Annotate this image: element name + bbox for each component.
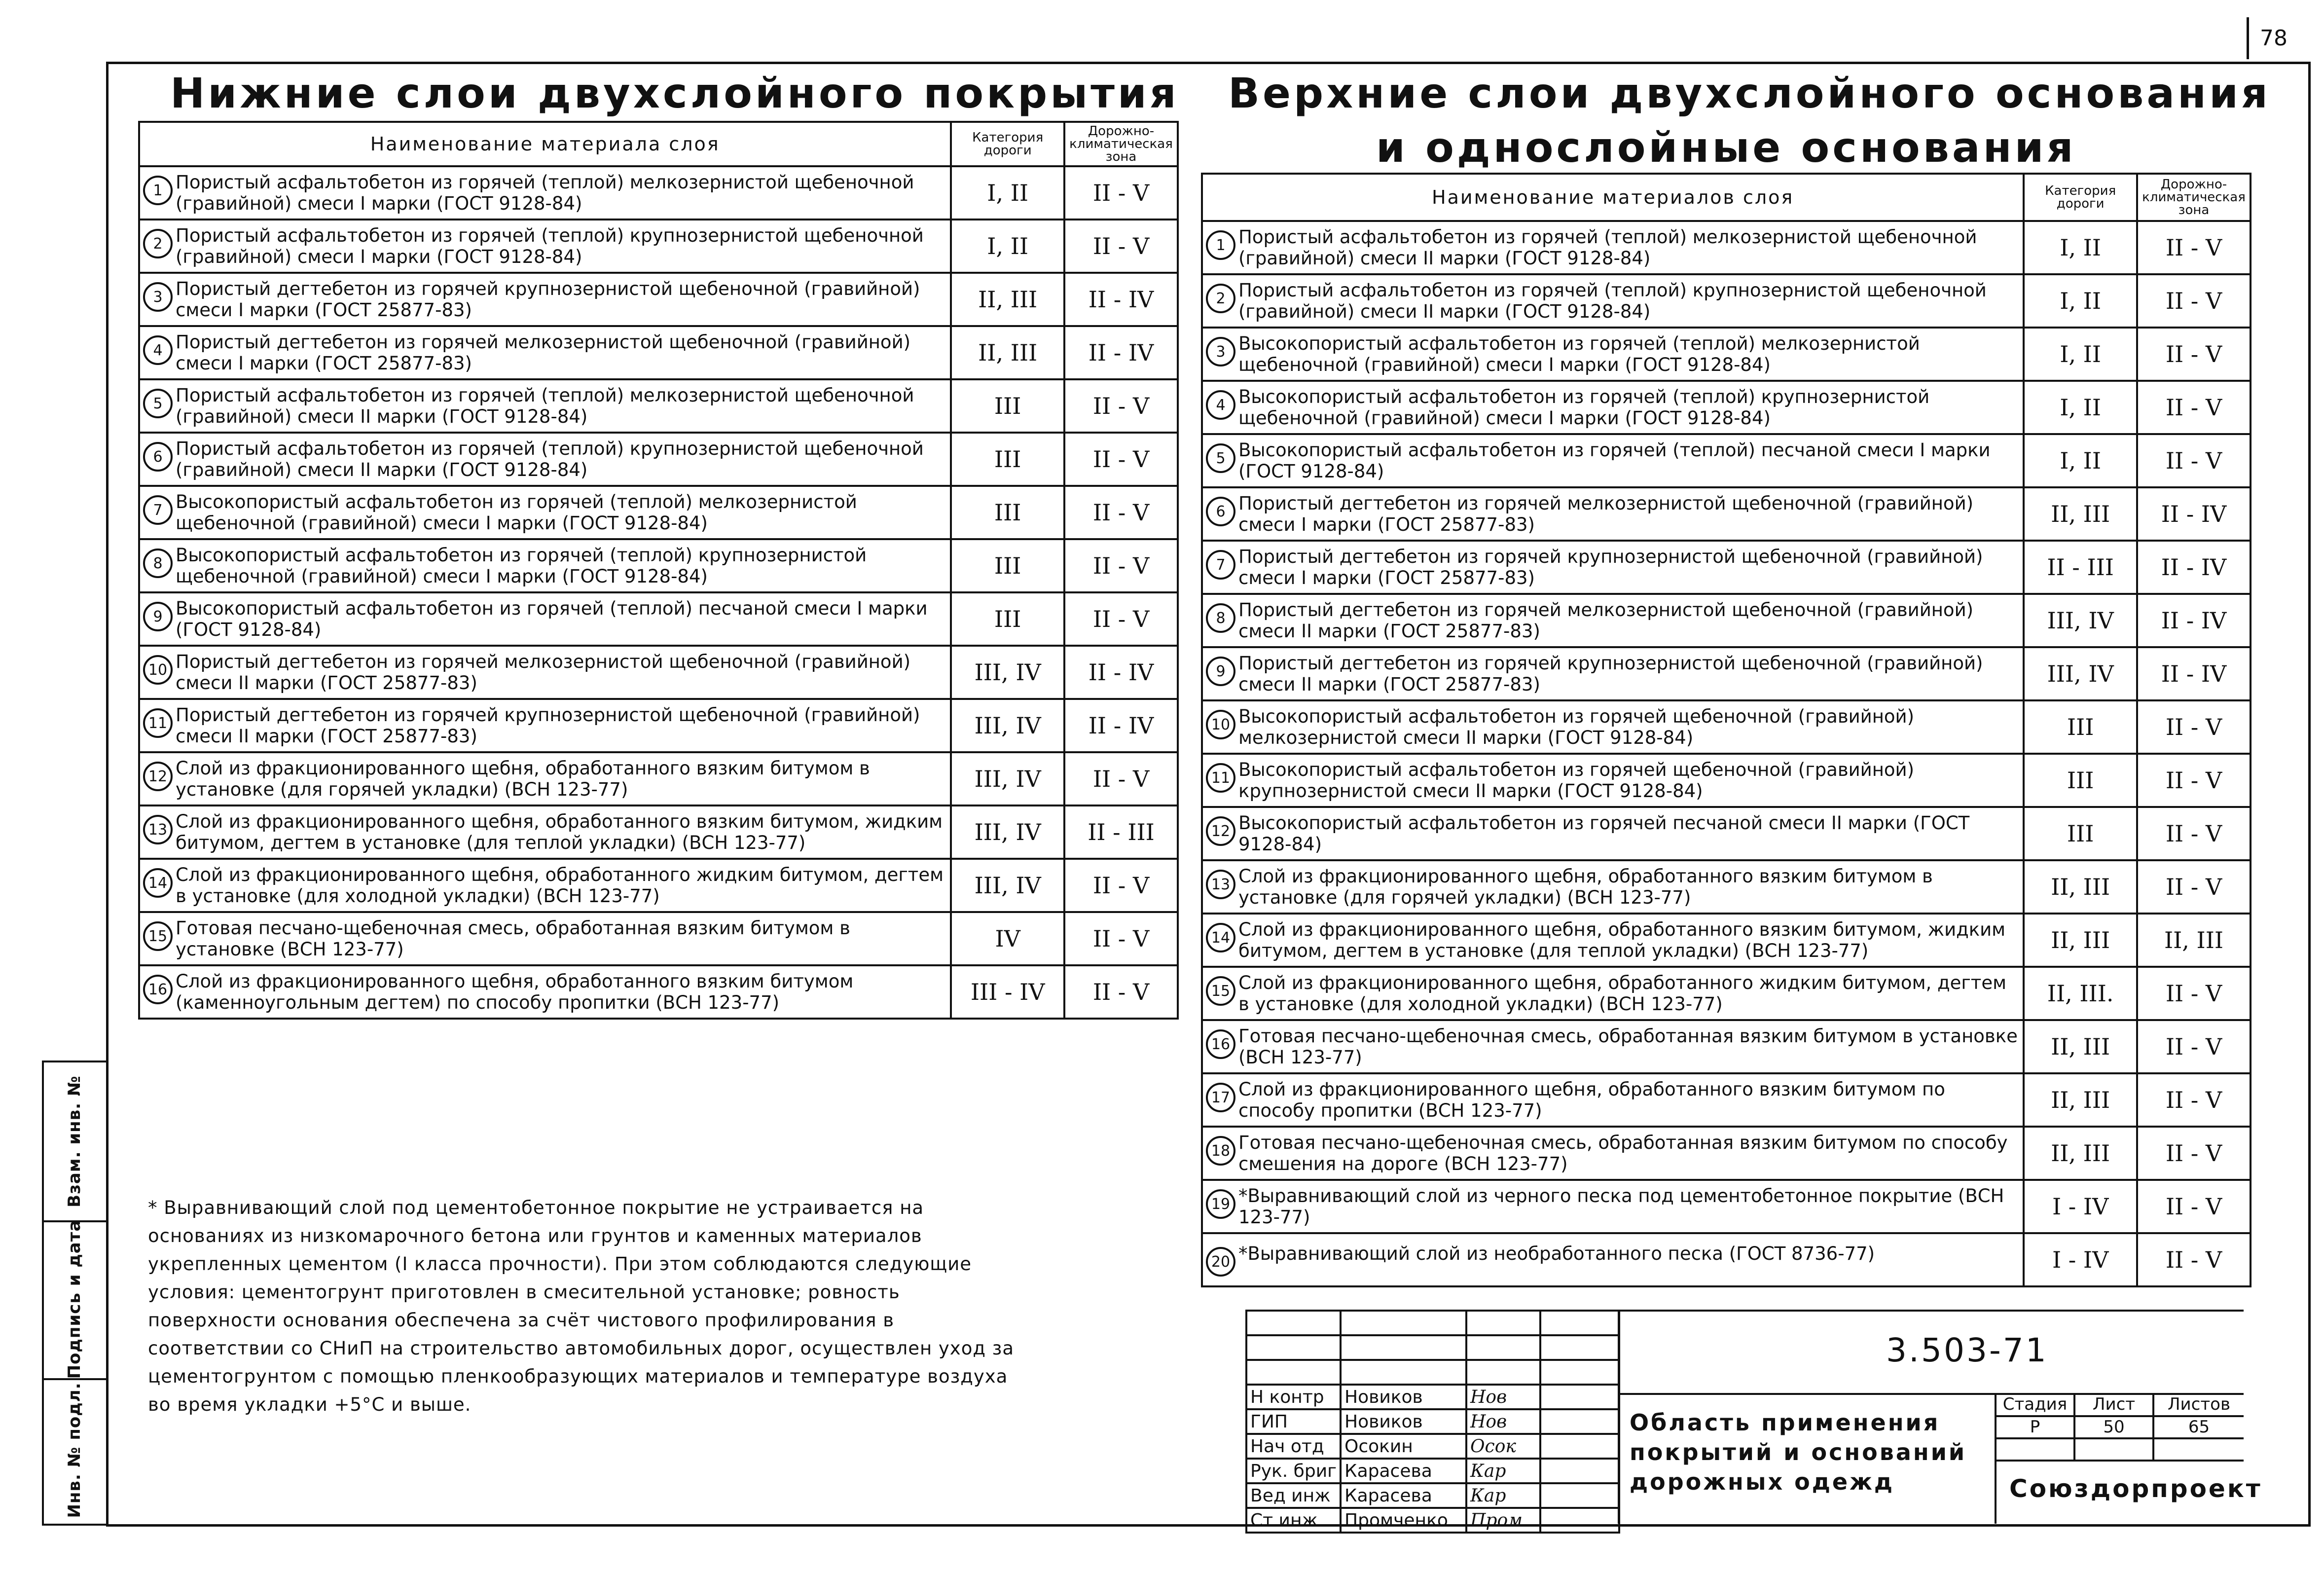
- side-cell-replace: Взам. инв. №: [44, 1062, 108, 1222]
- climate-zone: II - IV: [2137, 541, 2251, 594]
- table-row: [1202, 1073, 2251, 1127]
- material-name: Слой из фракционированного щебня, обработанного вязким битумом (каменноугольным дегтем) по способу пропитки (ВСН 123-77): [176, 971, 854, 1013]
- road-category: III, IV: [951, 646, 1064, 699]
- stage-label: Стадия: [2002, 1394, 2068, 1414]
- table-row: [139, 486, 1178, 539]
- material-name: *Выравнивающий слой из черного песка под цементобетонное покрытие (ВСН 123-77): [1238, 1185, 2004, 1228]
- material-name: Высокопористый асфальтобетон из горячей (теплой) крупнозернистой щебеночной (гравийной) смеси I марки (ГОСТ 9128-84): [1238, 386, 1930, 429]
- table-row: [1202, 807, 2251, 860]
- table-row: [139, 859, 1178, 912]
- climate-zone: II - V: [2137, 381, 2251, 434]
- road-category: III: [951, 433, 1064, 486]
- climate-zone: II - IV: [1064, 646, 1178, 699]
- table-row: [1202, 274, 2251, 328]
- table-row: [139, 539, 1178, 592]
- material-name: *Выравнивающий слой из необработанного песка (ГОСТ 8736-77): [1238, 1243, 1875, 1264]
- road-category: III, IV: [2024, 647, 2137, 700]
- row-number: 6: [143, 442, 173, 472]
- road-category: III: [951, 539, 1064, 592]
- person-name: Осокин: [1341, 1434, 1466, 1459]
- climate-zone: II - V: [1064, 379, 1178, 433]
- role-label: Рук. бриг: [1246, 1459, 1341, 1483]
- right-header-zone: Дорожно-климатическая зона: [2137, 174, 2251, 221]
- row-number: 8: [1206, 603, 1235, 633]
- material-name: Пористый асфальтобетон из горячей (теплой) мелкозернистой щебеночной (гравийной) смеси II марки (ГОСТ 9128-84): [176, 385, 914, 427]
- material-cell: [1202, 487, 2024, 541]
- table-row: [139, 379, 1178, 433]
- road-category: II, III: [2024, 1127, 2137, 1180]
- row-number: 5: [1206, 443, 1235, 473]
- material-cell: [139, 752, 951, 805]
- signature: Нов: [1466, 1409, 1540, 1434]
- table-row: [1202, 221, 2251, 274]
- row-number: 15: [143, 921, 173, 951]
- road-category: I, II: [2024, 221, 2137, 274]
- signature: Пром: [1466, 1508, 1540, 1533]
- person-name: Новиков: [1341, 1409, 1466, 1434]
- table-row: [139, 433, 1178, 486]
- material-cell: [1202, 381, 2024, 434]
- road-category: III, IV: [2024, 594, 2137, 647]
- material-name: Слой из фракционированного щебня, обработанного вязким битумом в установке (для горячей укладки) (ВСН 123-77): [176, 758, 870, 800]
- date-cell: [1540, 1459, 1619, 1483]
- climate-zone: II - IV: [2137, 647, 2251, 700]
- climate-zone: II - IV: [1064, 699, 1178, 752]
- table-row: [139, 592, 1178, 646]
- material-name: Высокопористый асфальтобетон из горячей (теплой) песчаной смеси I марки (ГОСТ 9128-84): [1238, 439, 1991, 482]
- material-cell: [1202, 700, 2024, 754]
- climate-zone: II - V: [2137, 1127, 2251, 1180]
- climate-zone: II - V: [1064, 752, 1178, 805]
- material-cell: [1202, 594, 2024, 647]
- road-category: III: [951, 592, 1064, 646]
- table-row: [139, 219, 1178, 273]
- climate-zone: II - IV: [1064, 273, 1178, 326]
- title-block-main: [1618, 1310, 2262, 1524]
- signature-row: [1246, 1385, 1619, 1409]
- material-cell: [1202, 754, 2024, 807]
- road-category: I, II: [951, 166, 1064, 219]
- row-number: 10: [143, 655, 173, 685]
- table-row: [139, 752, 1178, 805]
- climate-zone: II - V: [2137, 328, 2251, 381]
- road-category: II, III: [2024, 860, 2137, 914]
- right-header-category: Категория дороги: [2024, 174, 2137, 221]
- table-row: [1202, 967, 2251, 1020]
- signature-row: [1246, 1434, 1619, 1459]
- material-name: Готовая песчано-щебеночная смесь, обработанная вязким битумом в установке (ВСН 123-77): [1238, 1025, 2018, 1068]
- material-name: Пористый дегтебетон из горячей крупнозернистой щебеночной (гравийной) смеси I марки (ГОСТ 25877-83): [176, 278, 920, 321]
- table-row: [1202, 594, 2251, 647]
- climate-zone: II - V: [1064, 965, 1178, 1019]
- climate-zone: II - V: [1064, 219, 1178, 273]
- sheet-scope: Область применения покрытий и оснований дорожных одежд: [1630, 1409, 1967, 1495]
- material-name: Высокопористый асфальтобетон из горячей щебеночной (гравийной) крупнозернистой смеси II марки (ГОСТ 9128-84): [1238, 759, 1915, 802]
- material-name: Пористый дегтебетон из горячей мелкозернистой щебеночной (гравийной) смеси II марки (ГОСТ 25877-83): [1238, 599, 1974, 642]
- material-name: Пористый асфальтобетон из горячей (теплой) крупнозернистой щебеночной (гравийной) смеси II марки (ГОСТ 9128-84): [176, 438, 924, 480]
- right-table: [1201, 173, 2251, 1287]
- person-name: Карасева: [1341, 1483, 1466, 1508]
- row-number: 1: [1206, 230, 1235, 260]
- material-cell: [139, 912, 951, 965]
- material-name: Пористый дегтебетон из горячей мелкозернистой щебеночной (гравийной) смеси I марки (ГОСТ 25877-83): [176, 331, 911, 374]
- row-number: 2: [143, 229, 173, 258]
- table-row: [139, 166, 1178, 219]
- row-number: 12: [1206, 816, 1235, 846]
- material-cell: [1202, 274, 2024, 328]
- climate-zone: II, III: [2137, 914, 2251, 967]
- table-row: [1202, 647, 2251, 700]
- material-cell: [139, 592, 951, 646]
- material-cell: [139, 326, 951, 379]
- signatures-table: [1245, 1310, 1620, 1534]
- row-number: 13: [143, 815, 173, 844]
- table-row: [139, 912, 1178, 965]
- material-name: Высокопористый асфальтобетон из горячей щебеночной (гравийной) мелкозернистой смеси II марки (ГОСТ 9128-84): [1238, 706, 1915, 748]
- road-category: II, III: [2024, 1073, 2137, 1127]
- row-number: 9: [143, 602, 173, 631]
- road-category: III: [2024, 754, 2137, 807]
- organization: Союздорпроект: [2009, 1474, 2262, 1503]
- role-label: Вед инж: [1246, 1483, 1341, 1508]
- road-category: III, IV: [951, 699, 1064, 752]
- table-row: [1202, 700, 2251, 754]
- material-name: Слой из фракционированного щебня, обработанного жидким битумом, дегтем в установке (для холодной укладки) (ВСН 123-77): [1238, 972, 2007, 1015]
- climate-zone: II - V: [2137, 1073, 2251, 1127]
- row-number: 3: [1206, 337, 1235, 366]
- climate-zone: II - IV: [2137, 487, 2251, 541]
- material-cell: [1202, 807, 2024, 860]
- climate-zone: II - V: [2137, 1233, 2251, 1286]
- material-name: Слой из фракционированного щебня, обработанного жидким битумом, дегтем в установке (для холодной укладки) (ВСН 123-77): [176, 864, 944, 907]
- climate-zone: II - IV: [2137, 594, 2251, 647]
- signature-row: [1246, 1409, 1619, 1434]
- signature-row: [1246, 1508, 1619, 1533]
- table-row: [139, 805, 1178, 859]
- row-number: 6: [1206, 497, 1235, 526]
- material-name: Пористый дегтебетон из горячей крупнозернистой щебеночной (гравийной) смеси II марки (ГОСТ 25877-83): [176, 704, 920, 747]
- material-cell: [139, 805, 951, 859]
- sheet-number: 78: [2247, 17, 2298, 59]
- row-number: 5: [143, 389, 173, 418]
- climate-zone: II - V: [2137, 274, 2251, 328]
- row-number: 14: [1206, 923, 1235, 952]
- left-table: [138, 121, 1179, 1020]
- climate-zone: II - V: [2137, 967, 2251, 1020]
- material-name: Высокопористый асфальтобетон из горячей (теплой) песчаной смеси I марки (ГОСТ 9128-84): [176, 598, 928, 640]
- road-category: I, II: [951, 219, 1064, 273]
- left-header-zone: Дорожно-климатическая зона: [1064, 122, 1178, 166]
- row-number: 11: [143, 708, 173, 738]
- climate-zone: II - V: [1064, 859, 1178, 912]
- road-category: III: [2024, 807, 2137, 860]
- material-cell: [1202, 1180, 2024, 1233]
- material-cell: [139, 273, 951, 326]
- material-name: Высокопористый асфальтобетон из горячей (теплой) крупнозернистой щебеночной (гравийной) смеси I марки (ГОСТ 9128-84): [176, 545, 867, 587]
- material-name: Высокопористый асфальтобетон из горячей (теплой) мелкозернистой щебеночной (гравийной) смеси I марки (ГОСТ 9128-84): [176, 491, 857, 534]
- road-category: III, IV: [951, 752, 1064, 805]
- material-name: Готовая песчано-щебеночная смесь, обработанная вязким битумом по способу смешения на дороге (ВСН 123-77): [1238, 1132, 2008, 1174]
- signature: Нов: [1466, 1385, 1540, 1409]
- table-row: [1202, 541, 2251, 594]
- sheets-label: Листов: [2167, 1394, 2230, 1414]
- row-number: 14: [143, 868, 173, 898]
- material-cell: [1202, 1073, 2024, 1127]
- material-name: Пористый дегтебетон из горячей крупнозернистой щебеночной (гравийной) смеси I марки (ГОСТ 25877-83): [1238, 546, 1983, 588]
- row-number: 19: [1206, 1189, 1235, 1219]
- row-number: 1: [143, 176, 173, 205]
- material-cell: [139, 433, 951, 486]
- material-cell: [139, 965, 951, 1019]
- material-name: Пористый асфальтобетон из горячей (теплой) крупнозернистой щебеночной (гравийной) смеси II марки (ГОСТ 9128-84): [1238, 280, 1987, 322]
- person-name: Промченко: [1341, 1508, 1466, 1533]
- signature-row: [1246, 1483, 1619, 1508]
- material-cell: [139, 539, 951, 592]
- table-row: [139, 699, 1178, 752]
- material-cell: [139, 699, 951, 752]
- material-name: Пористый асфальтобетон из горячей (теплой) мелкозернистой щебеночной (гравийной) смеси I марки (ГОСТ 9128-84): [176, 172, 914, 214]
- climate-zone: II - V: [1064, 539, 1178, 592]
- road-category: III, IV: [951, 859, 1064, 912]
- footnote: * Выравнивающий слой под цементобетонное покрытие не устраивается на основаниях из низкомарочного бетона или грунтов и каменных материалов укрепленных цементом (I класса прочности). При этом соблюдаются следующие условия: цементогрунт приготовлен в смесительной установке; ровность поверхности основания обеспечена за счёт чистового профилирования в соответствии со СНиП на строительство автомобильных дорог, осуществлен уход за цементогрунтом с помощью пленкообразующих материалов и температуре воздуха во время укладки +5°С и выше.: [148, 1197, 1015, 1415]
- road-category: III: [2024, 700, 2137, 754]
- material-name: Высокопористый асфальтобетон из горячей (теплой) мелкозернистой щебеночной (гравийной) смеси I марки (ГОСТ 9128-84): [1238, 333, 1920, 375]
- sheet-label: Лист: [2092, 1394, 2136, 1414]
- road-category: I, II: [2024, 274, 2137, 328]
- row-number: 7: [1206, 550, 1235, 580]
- material-cell: [1202, 1020, 2024, 1073]
- date-cell: [1540, 1483, 1619, 1508]
- road-category: II, III: [2024, 487, 2137, 541]
- material-cell: [139, 486, 951, 539]
- left-header-category: Категория дороги: [951, 122, 1064, 166]
- climate-zone: II - IV: [1064, 326, 1178, 379]
- date-cell: [1540, 1508, 1619, 1533]
- road-category: III, IV: [951, 805, 1064, 859]
- material-name: Пористый дегтебетон из горячей крупнозернистой щебеночной (гравийной) смеси II марки (ГОСТ 25877-83): [1238, 653, 1983, 695]
- table-row: [1202, 1127, 2251, 1180]
- road-category: I - IV: [2024, 1180, 2137, 1233]
- material-name: Пористый дегтебетон из горячей мелкозернистой щебеночной (гравийной) смеси II марки (ГОСТ 25877-83): [176, 651, 911, 694]
- signature: Кар: [1466, 1459, 1540, 1483]
- climate-zone: II - V: [2137, 1020, 2251, 1073]
- material-name: Высокопористый асфальтобетон из горячей песчаной смеси II марки (ГОСТ 9128-84): [1238, 812, 1970, 855]
- material-name: Пористый асфальтобетон из горячей (теплой) крупнозернистой щебеночной (гравийной) смеси I марки (ГОСТ 9128-84): [176, 225, 924, 267]
- date-cell: [1540, 1434, 1619, 1459]
- climate-zone: II - V: [2137, 221, 2251, 274]
- road-category: II, III: [2024, 914, 2137, 967]
- road-category: III: [951, 379, 1064, 433]
- road-category: I, II: [2024, 381, 2137, 434]
- table-row: [1202, 754, 2251, 807]
- material-name: Слой из фракционированного щебня, обработанного вязким битумом, жидким битумом, дегтем в установке (для теплой укладки) (ВСН 123-77): [176, 811, 943, 853]
- date-cell: [1540, 1409, 1619, 1434]
- row-number: 7: [143, 495, 173, 525]
- material-cell: [1202, 1233, 2024, 1286]
- climate-zone: II - V: [2137, 1180, 2251, 1233]
- table-row: [139, 646, 1178, 699]
- climate-zone: II - V: [2137, 754, 2251, 807]
- road-category: III - IV: [951, 965, 1064, 1019]
- row-number: 4: [143, 335, 173, 365]
- material-cell: [1202, 914, 2024, 967]
- row-number: 4: [1206, 390, 1235, 420]
- table-row: [1202, 487, 2251, 541]
- right-title-line2: и однослойные основания: [1376, 123, 2076, 172]
- row-number: 2: [1206, 284, 1235, 313]
- stage-value: Р: [2030, 1417, 2040, 1437]
- row-number: 18: [1206, 1136, 1235, 1166]
- road-category: II - III: [2024, 541, 2137, 594]
- road-category: II, III: [2024, 1020, 2137, 1073]
- material-cell: [1202, 328, 2024, 381]
- material-cell: [139, 379, 951, 433]
- road-category: I, II: [2024, 434, 2137, 487]
- road-category: I, II: [2024, 328, 2137, 381]
- table-row: [139, 273, 1178, 326]
- table-row: [1202, 860, 2251, 914]
- material-cell: [1202, 434, 2024, 487]
- material-cell: [139, 219, 951, 273]
- sheets-value: 65: [2188, 1417, 2210, 1437]
- material-cell: [1202, 1127, 2024, 1180]
- person-name: Карасева: [1341, 1459, 1466, 1483]
- row-number: 20: [1206, 1247, 1235, 1277]
- road-category: II, III: [951, 273, 1064, 326]
- climate-zone: II - V: [1064, 912, 1178, 965]
- row-number: 13: [1206, 870, 1235, 899]
- left-header-name: Наименование материала слоя: [139, 122, 951, 166]
- climate-zone: II - V: [2137, 700, 2251, 754]
- table-row: [1202, 381, 2251, 434]
- person-name: Новиков: [1341, 1385, 1466, 1409]
- date-cell: [1540, 1385, 1619, 1409]
- row-number: 8: [143, 549, 173, 578]
- table-row: [1202, 434, 2251, 487]
- material-cell: [1202, 647, 2024, 700]
- row-number: 17: [1206, 1083, 1235, 1112]
- material-name: Слой из фракционированного щебня, обработанного вязким битумом, жидким битумом, дегтем в установке (для теплой укладки) (ВСН 123-77): [1238, 919, 2006, 961]
- road-category: II, III: [951, 326, 1064, 379]
- material-cell: [1202, 967, 2024, 1020]
- role-label: Н контр: [1246, 1385, 1341, 1409]
- table-row: [1202, 1180, 2251, 1233]
- road-category: IV: [951, 912, 1064, 965]
- material-name: Пористый дегтебетон из горячей мелкозернистой щебеночной (гравийной) смеси I марки (ГОСТ 25877-83): [1238, 493, 1974, 535]
- side-cell-inventory: Инв. № подл.: [65, 1382, 84, 1518]
- climate-zone: II - V: [1064, 166, 1178, 219]
- row-number: 11: [1206, 763, 1235, 793]
- sheet-value: 50: [2103, 1417, 2125, 1437]
- climate-zone: II - V: [1064, 486, 1178, 539]
- material-cell: [139, 166, 951, 219]
- table-row: [1202, 914, 2251, 967]
- role-label: ГИП: [1246, 1409, 1341, 1434]
- table-row: [1202, 328, 2251, 381]
- left-title: Нижние слои двухслойного покрытия: [170, 69, 1179, 117]
- role-label: Ст инж: [1246, 1508, 1341, 1533]
- right-header-name: Наименование материалов слоя: [1202, 174, 2024, 221]
- material-cell: [1202, 860, 2024, 914]
- material-name: Слой из фракционированного щебня, обработанного вязким битумом по способу пропитки (ВСН 123-77): [1238, 1079, 1945, 1121]
- table-row: [139, 965, 1178, 1019]
- material-cell: [139, 646, 951, 699]
- climate-zone: II - V: [1064, 433, 1178, 486]
- material-cell: [1202, 221, 2024, 274]
- material-name: Пористый асфальтобетон из горячей (теплой) мелкозернистой щебеночной (гравийной) смеси II марки (ГОСТ 9128-84): [1238, 226, 1977, 269]
- role-label: Нач отд: [1246, 1434, 1341, 1459]
- climate-zone: II - III: [1064, 805, 1178, 859]
- table-row: [139, 326, 1178, 379]
- signature: Осок: [1466, 1434, 1540, 1459]
- material-cell: [1202, 541, 2024, 594]
- document-code: 3.503-71: [1886, 1331, 2048, 1369]
- row-number: 9: [1206, 657, 1235, 686]
- road-category: I - IV: [2024, 1233, 2137, 1286]
- signature-row: [1246, 1459, 1619, 1483]
- row-number: 10: [1206, 710, 1235, 739]
- row-number: 12: [143, 762, 173, 791]
- right-title-line1: Верхние слои двухслойного основания: [1228, 69, 2271, 117]
- climate-zone: II - V: [1064, 592, 1178, 646]
- row-number: 16: [143, 975, 173, 1004]
- side-stamp: [42, 1061, 108, 1526]
- road-category: II, III.: [2024, 967, 2137, 1020]
- row-number: 3: [143, 282, 173, 312]
- side-cell-signature: Подпись и дата: [44, 1220, 108, 1380]
- row-number: 15: [1206, 976, 1235, 1006]
- table-row: [1202, 1020, 2251, 1073]
- signature: Кар: [1466, 1483, 1540, 1508]
- material-name: Готовая песчано-щебеночная смесь, обработанная вязким битумом в установке (ВСН 123-77): [176, 917, 850, 960]
- material-name: Слой из фракционированного щебня, обработанного вязким битумом в установке (для горячей укладки) (ВСН 123-77): [1238, 866, 1933, 908]
- table-row: [1202, 1233, 2251, 1286]
- climate-zone: II - V: [2137, 860, 2251, 914]
- climate-zone: II - V: [2137, 434, 2251, 487]
- row-number: 16: [1206, 1029, 1235, 1059]
- title-block: [1245, 1310, 2262, 1531]
- material-cell: [139, 859, 951, 912]
- climate-zone: II - V: [2137, 807, 2251, 860]
- road-category: III: [951, 486, 1064, 539]
